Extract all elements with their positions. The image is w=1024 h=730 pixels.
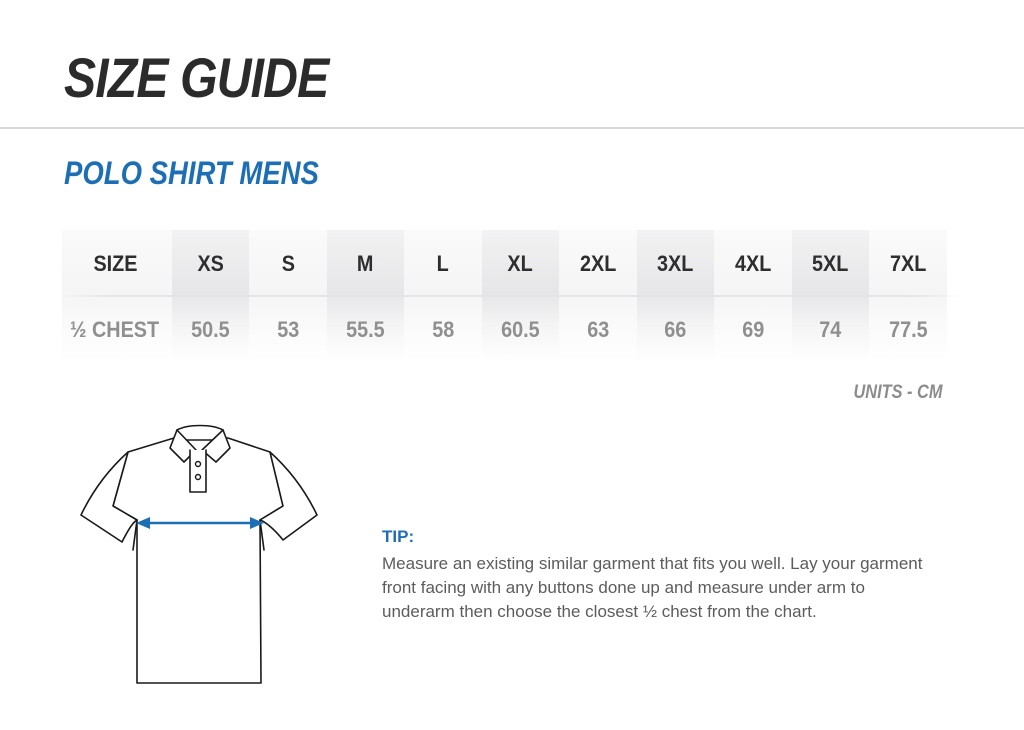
product-title: POLO SHIRT MENS <box>64 155 319 191</box>
size-table <box>62 230 960 362</box>
table-cell: 53 <box>276 317 300 342</box>
table-row-divider <box>62 295 960 297</box>
tip-text: Measure an existing similar garment that fits you well. Lay your garment front facing with any buttons done up and measure under arm to underarm then choose the closest ½ chest from the chart. <box>382 554 923 621</box>
table-cell: 55.5 <box>346 317 385 342</box>
table-cell: 60.5 <box>501 317 540 342</box>
units-label: UNITS - CM <box>853 382 942 403</box>
table-cell: 66 <box>664 317 687 342</box>
table-header-cell: 4XL <box>734 251 772 276</box>
table-header-cell: L <box>436 251 450 276</box>
table-cell: 74 <box>819 317 842 342</box>
table-header-cell: 7XL <box>889 251 927 276</box>
table-header-cell: XL <box>507 251 534 276</box>
table-header-cell: M <box>357 251 374 276</box>
table-cell: 50.5 <box>191 317 230 342</box>
table-cell: 58 <box>431 317 455 342</box>
table-header-cell: SIZE <box>92 251 138 276</box>
page-title: SIZE GUIDE <box>64 46 329 109</box>
table-cell: 63 <box>586 317 610 342</box>
table-cell: 77.5 <box>888 317 928 342</box>
tip-label: TIP: <box>382 527 415 546</box>
polo-shirt-icon <box>78 420 322 688</box>
table-header-cell: 2XL <box>579 251 617 276</box>
title-divider <box>0 127 1024 129</box>
button-icon <box>196 462 201 467</box>
table-header-cell: XS <box>197 251 224 276</box>
button-icon <box>196 475 201 480</box>
table-row-label: ½ CHEST <box>70 317 160 342</box>
table-header-cell: 5XL <box>812 251 849 276</box>
table-header-cell: 3XL <box>657 251 694 276</box>
table-header-cell: S <box>281 251 295 276</box>
table-cell: 69 <box>741 317 765 342</box>
